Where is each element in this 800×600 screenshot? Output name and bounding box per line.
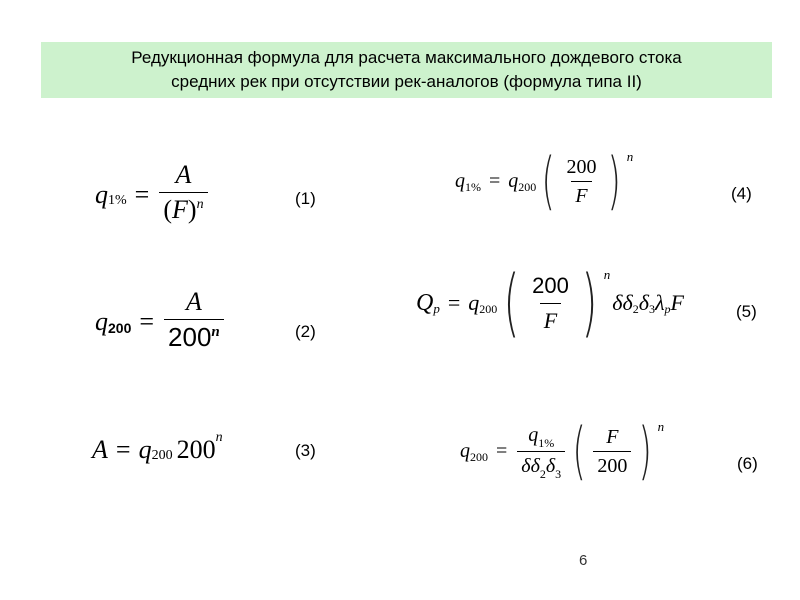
f6-paren-fraction [593,425,631,478]
f2-lhs-sub: 200 [108,320,132,336]
f1-den-close: ) [187,195,197,224]
f1-numerator: A [175,160,192,189]
f4-eq: = [489,169,501,192]
f5-lhs-sub: p [433,301,440,316]
f1-den-var: F [172,195,188,224]
f2-eq: = [139,307,155,336]
formula-6 [460,414,665,487]
f1-den-open: ( [163,195,173,224]
formula-5 [416,260,684,346]
page-number: 6 [579,552,588,569]
f6-eq: = [496,439,508,462]
f6-paren-numerator: F [606,425,619,448]
f4-lhs-sub: 1% [465,179,481,194]
f6-fraction [517,423,565,480]
f5-lhs: Q [416,289,434,316]
f5-exp: n [603,267,611,282]
f5-eq: = [447,290,461,315]
f3-q: q [138,435,152,464]
formula-1 [95,160,210,230]
formula-2-number: (2) [295,322,316,341]
f5-q-sub: 200 [479,301,498,316]
f5-delta2: δ [622,290,633,315]
f5-delta3: δ [638,290,649,315]
f1-fraction [159,160,207,230]
f1-eq: = [134,180,150,209]
formula-3-number: (3) [295,441,316,460]
f6-paren-denominator: 200 [593,451,631,478]
f6-den-delta2-sub: 2 [539,466,546,481]
f2-den-base: 200 [168,322,212,352]
f6-numerator [524,423,558,451]
formula-1-number: (1) [295,189,316,208]
f6-right-paren: ) [638,414,653,487]
formula-6-number: (6) [737,454,758,473]
f3-exp: n [215,430,223,445]
f3-base: 200 [176,435,216,464]
f6-lhs-sub: 200 [470,449,488,464]
f6-left-paren: ( [572,414,586,487]
f6-den-delta1: δ [521,454,531,477]
f4-q-sub: 200 [518,179,537,194]
f1-lhs: q [95,180,108,209]
f5-right-paren: ) [581,260,598,346]
f1-denominator [159,192,207,230]
f6-denominator [517,451,565,480]
f6-den-delta3: δ [545,454,556,477]
f1-lhs-sub: 1% [108,193,127,208]
f2-den-exp: n [211,324,220,340]
f2-numerator: A [185,287,202,316]
f5-delta2-sub: 2 [632,301,639,316]
f5-numerator: 200 [532,272,569,298]
formula-4 [455,144,634,217]
f4-right-paren: ) [607,144,622,217]
f5-delta1: δ [612,290,623,315]
f2-fraction [164,287,224,357]
title-line-2: средних рек при отсутствии рек-аналогов (формула типа II) [171,72,642,91]
f4-left-paren: ( [541,144,556,217]
formula-2 [95,287,226,357]
f5-denominator: F [540,303,561,336]
f6-num-q: q [528,423,539,446]
formula-5-number: (5) [736,302,757,321]
f5-q: q [468,290,480,315]
f5-left-paren: ( [503,260,520,346]
f4-exp: n [626,149,634,164]
f5-paren-group [497,260,611,346]
f6-den-delta2: δ [530,454,540,477]
f4-lhs: q [455,169,465,192]
f6-den-delta3-sub: 3 [555,466,562,481]
f3-eq: = [115,435,131,464]
f4-numerator: 200 [566,155,597,178]
f3-q-sub: 200 [151,448,173,463]
f4-denominator: F [571,181,591,208]
f5-f: F [670,290,684,315]
f5-lambda: λ [654,290,665,315]
f5-lambda-sub: p [664,301,671,316]
f1-den-exp: n [196,197,204,212]
f6-exp: n [657,419,665,434]
f6-paren-group [567,414,665,487]
f5-fraction [528,271,573,336]
f4-paren-group [536,144,634,217]
f6-num-sub: 1% [538,435,555,450]
formula-4-number: (4) [731,184,752,203]
f3-lhs: A [92,435,108,464]
formula-3 [92,430,223,465]
f4-fraction [562,155,600,208]
f2-lhs: q [95,307,108,336]
title-banner [41,42,772,98]
f4-q: q [508,169,519,192]
f6-lhs: q [460,439,470,462]
title-line-1: Редукционная формула для расчета максимального дождевого стока [131,48,682,67]
f5-delta3-sub: 3 [648,301,655,316]
f2-denominator [164,319,224,357]
